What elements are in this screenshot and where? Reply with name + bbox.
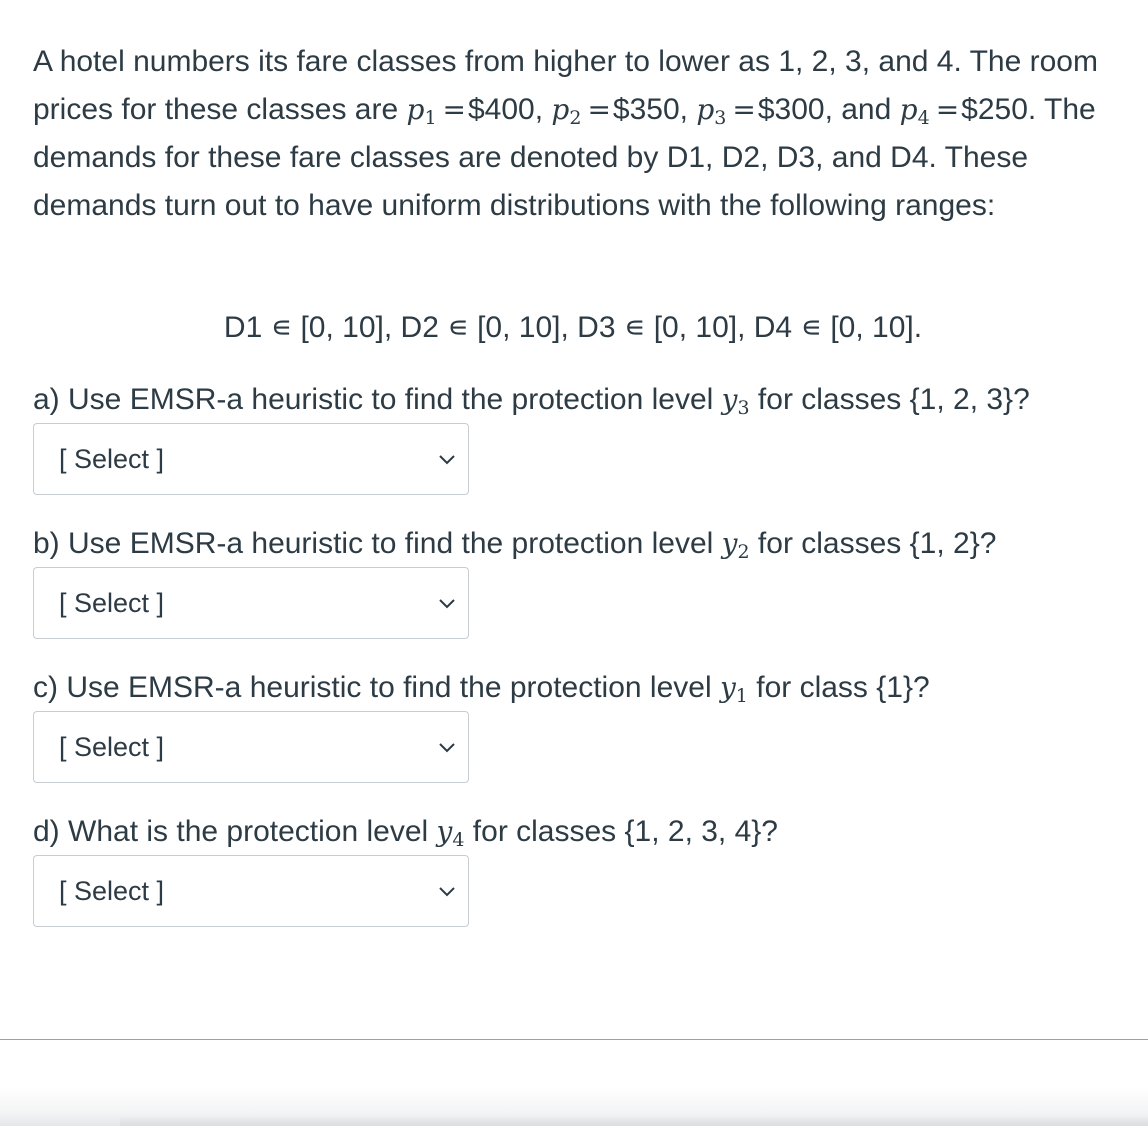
protection-level-y1: $y_1$ <box>719 671 748 707</box>
part-b <box>33 524 1113 618</box>
part-b-answer-select[interactable] <box>33 567 469 639</box>
price-p2: $p_2$ <box>551 93 582 129</box>
protection-level-y4: $y_4$ <box>436 815 465 851</box>
equals-sign: = <box>587 93 611 126</box>
part-b-label: b) Use EMSR-a heuristic to find the protection level $y_2$ for classes {1, 2}? <box>33 527 997 563</box>
price-p3: $p_3$ <box>696 93 727 129</box>
part-a-label: a) Use EMSR-a heuristic to find the protection level $y_3$ for classes {1, 2, 3}? <box>33 383 1030 419</box>
demand-ranges: D1 ∊ [0, 10], D2 ∊ [0, 10], D3 ∊ [0, 10], D4 ∊ [0, 10]. <box>223 311 923 344</box>
part-d-label: d) What is the protection level $y_4$ for classes {1, 2, 3, 4}? <box>33 815 778 851</box>
question-body <box>33 38 1113 906</box>
price-p1: $p_1$ <box>406 93 437 129</box>
select-value: [ Select ] <box>59 876 165 906</box>
chevron-down-icon <box>438 454 456 466</box>
part-a <box>33 380 1113 474</box>
protection-level-y2: $y_2$ <box>721 527 750 563</box>
footer-edge <box>120 1116 1148 1126</box>
chevron-down-icon <box>438 742 456 754</box>
select-value: [ Select ] <box>59 444 165 474</box>
part-c-label: c) Use EMSR-a heuristic to find the protection level $y_1$ for class {1}? <box>33 671 930 707</box>
part-c <box>33 668 1113 762</box>
part-a-answer-select[interactable] <box>33 423 469 495</box>
footer-shadow <box>0 1040 1148 1126</box>
equals-sign: = <box>442 93 466 126</box>
equals-sign: = <box>732 93 756 126</box>
part-d-answer-select[interactable] <box>33 855 469 927</box>
price-p4-value-and-description: $250. The demands for these fare classes are denoted by D1, D2, D3, and D4. These demands turn out to have uniform distributions with the following ranges: <box>33 93 1096 222</box>
price-p4: $p_4$ <box>899 93 930 129</box>
price-p1-value: $400, <box>468 93 544 126</box>
chevron-down-icon <box>438 598 456 610</box>
price-p3-value: $300, and <box>757 93 892 126</box>
chevron-down-icon <box>438 886 456 898</box>
select-value: [ Select ] <box>59 588 165 618</box>
intro-text: A hotel numbers its fare classes from higher to lower as 1, 2, 3, and 4. The room prices for these classes are <box>33 45 1098 126</box>
part-d <box>33 812 1113 906</box>
part-c-answer-select[interactable] <box>33 711 469 783</box>
equals-sign: = <box>935 93 960 126</box>
question-intro <box>33 38 1113 230</box>
protection-level-y3: $y_3$ <box>721 383 750 419</box>
price-p2-value: $350, <box>612 93 688 126</box>
select-value: [ Select ] <box>59 732 165 762</box>
